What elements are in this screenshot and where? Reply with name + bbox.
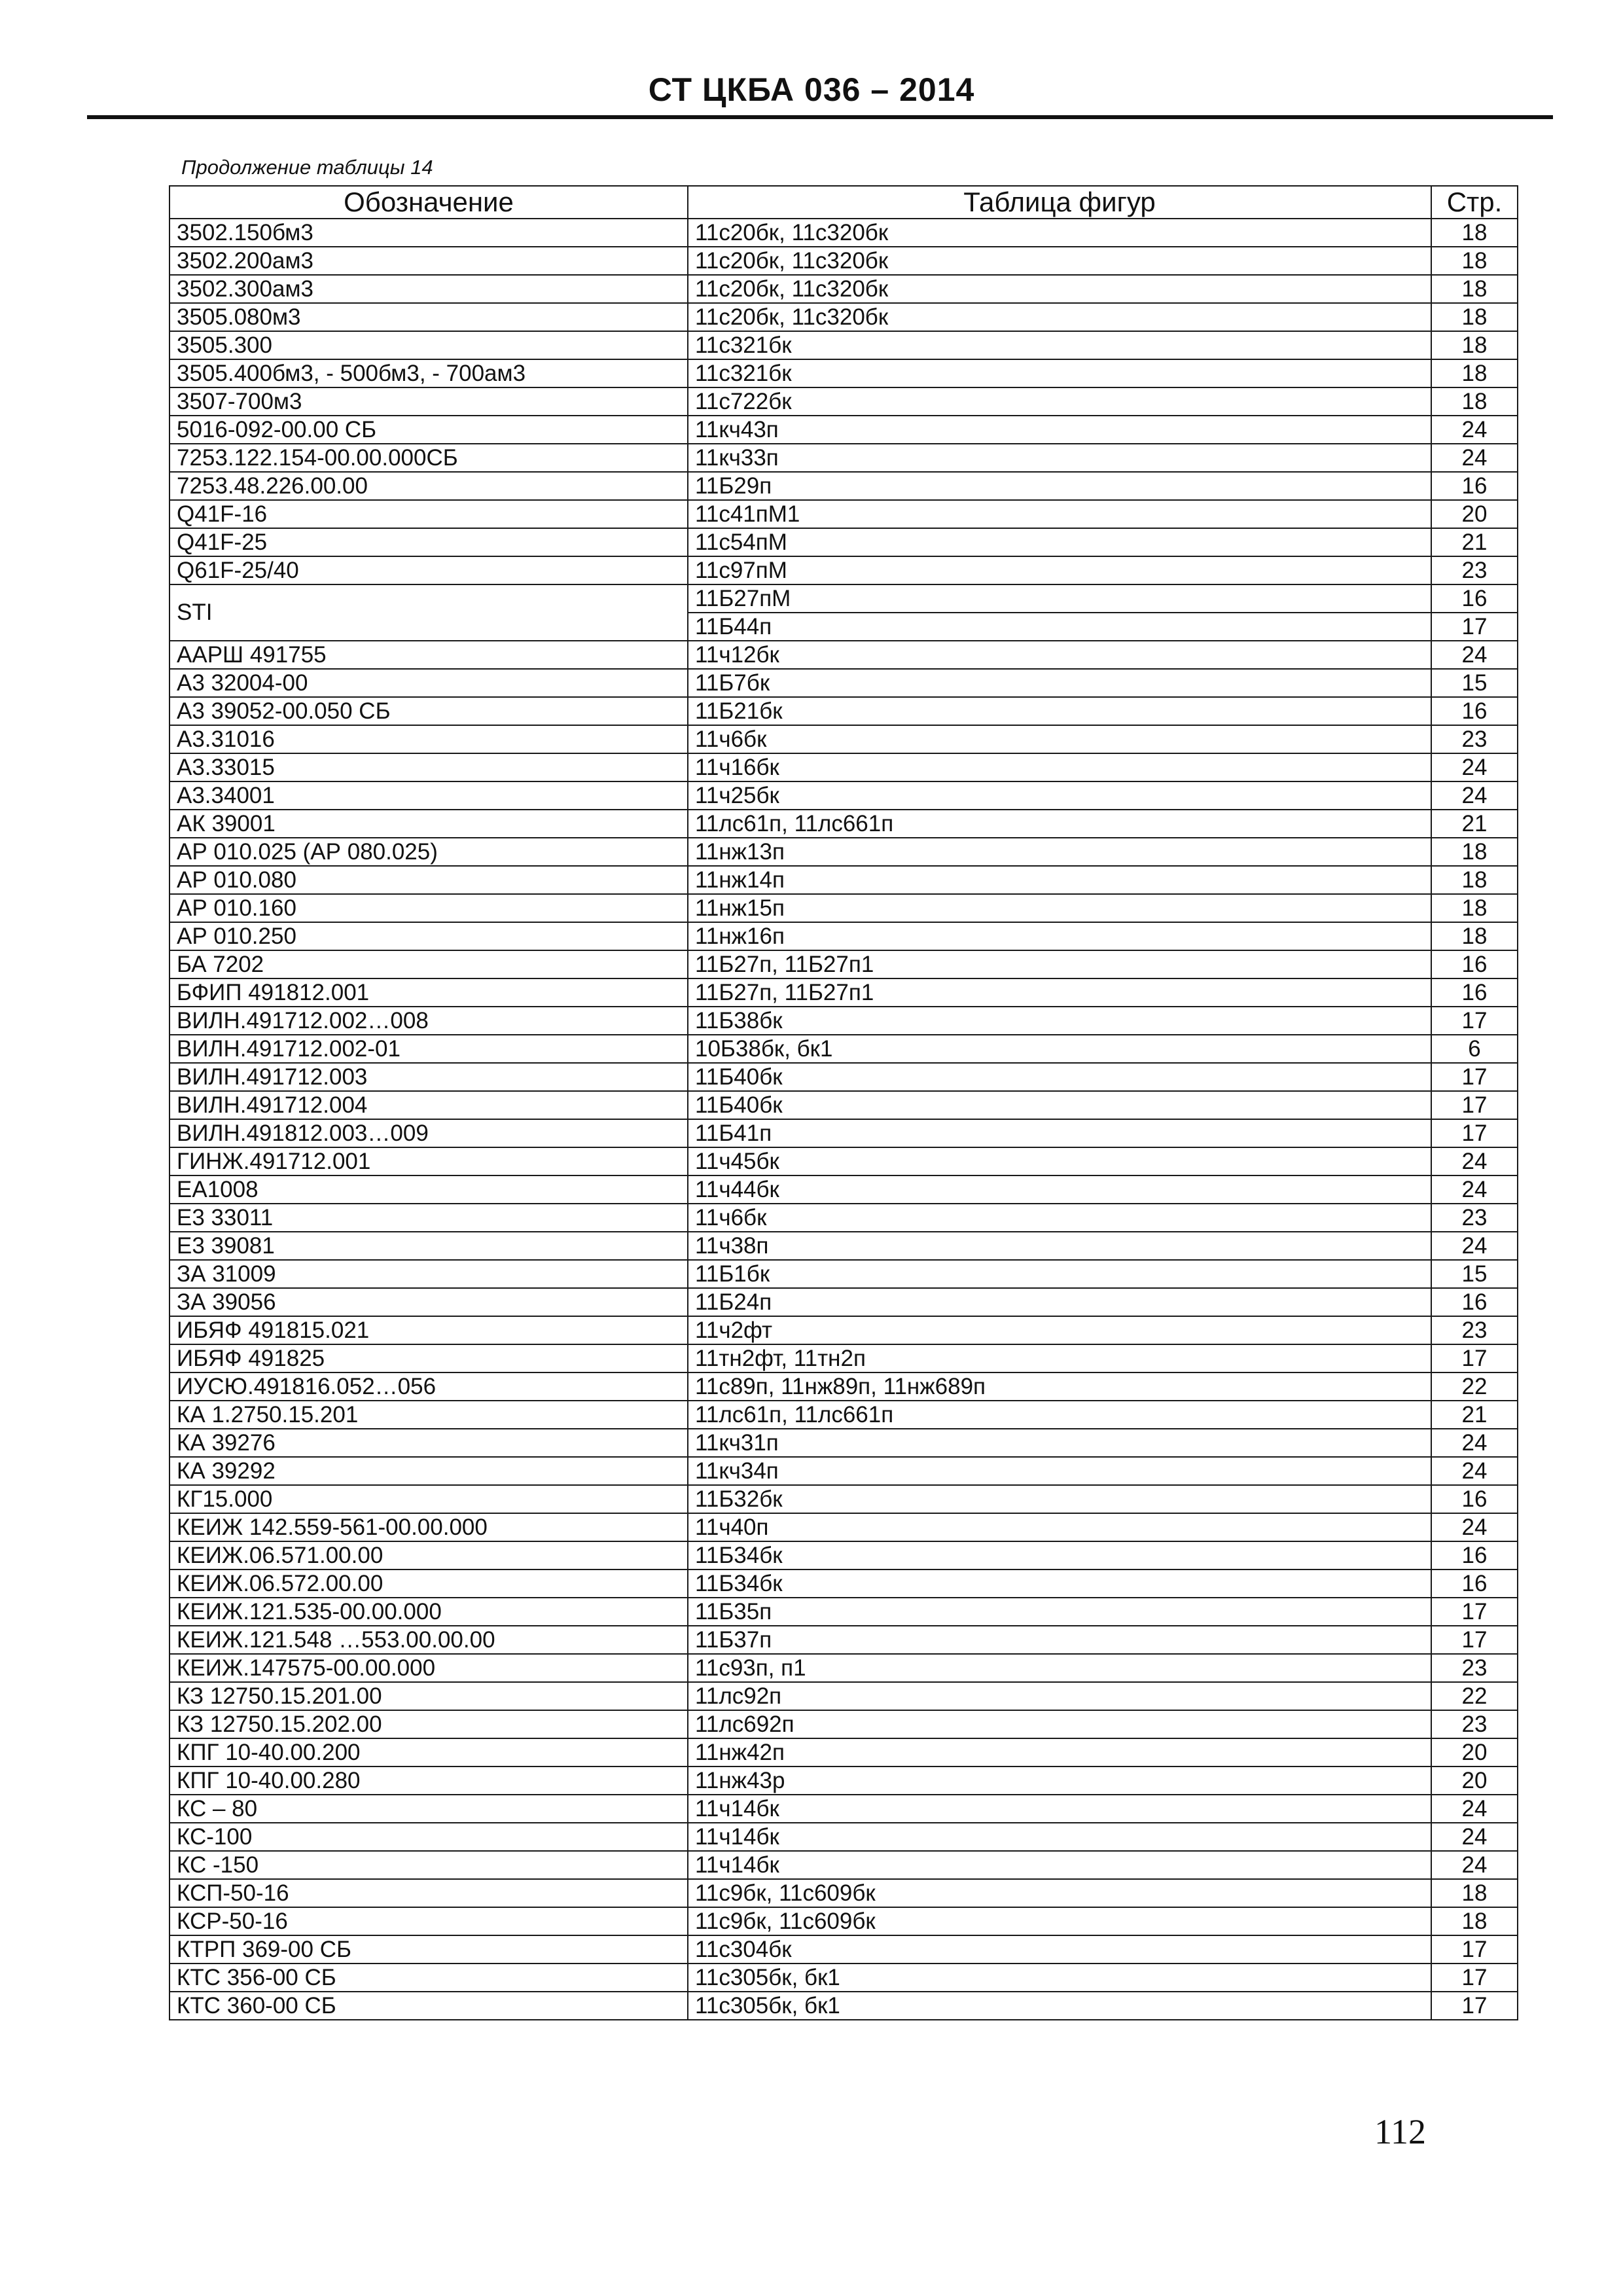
cell-figures: 11с89п, 11нж89п, 11нж689п: [688, 1372, 1431, 1401]
table-row: [169, 697, 1518, 725]
cell-designation: КПГ 10-40.00.200: [169, 1738, 688, 1767]
cell-figures: 11ч14бк: [688, 1823, 1431, 1851]
cell-designation: ЕА1008: [169, 1175, 688, 1204]
cell-figures: 11Б41п: [688, 1119, 1431, 1147]
table-row: [169, 1907, 1518, 1935]
cell-page: 16: [1431, 1288, 1518, 1316]
cell-figures: 11с305бк, бк1: [688, 1992, 1431, 2020]
cell-page: 16: [1431, 472, 1518, 500]
cell-page: 24: [1431, 641, 1518, 669]
cell-page: 18: [1431, 866, 1518, 894]
cell-designation: Q41F-16: [169, 500, 688, 528]
cell-figures: 11ч14бк: [688, 1795, 1431, 1823]
index-table: [169, 185, 1518, 2020]
cell-designation: КЕИЖ.121.535-00.00.000: [169, 1598, 688, 1626]
cell-page: 17: [1431, 1091, 1518, 1119]
cell-figures: 11с97пМ: [688, 556, 1431, 584]
cell-page: 6: [1431, 1035, 1518, 1063]
table-row: [169, 1682, 1518, 1710]
cell-figures: 11лс61п, 11лс661п: [688, 1401, 1431, 1429]
cell-designation: КТС 356-00 СБ: [169, 1964, 688, 1992]
cell-page: 16: [1431, 978, 1518, 1007]
table-row: [169, 1429, 1518, 1457]
cell-page: 24: [1431, 1232, 1518, 1260]
cell-figures: 11Б34бк: [688, 1570, 1431, 1598]
table-row: [169, 1626, 1518, 1654]
cell-page: 17: [1431, 1119, 1518, 1147]
table-row: [169, 1992, 1518, 2020]
cell-designation: КС – 80: [169, 1795, 688, 1823]
cell-designation: КЕИЖ.147575-00.00.000: [169, 1654, 688, 1682]
cell-designation: КСП-50-16: [169, 1879, 688, 1907]
cell-page: 17: [1431, 1344, 1518, 1372]
cell-designation: ИБЯФ 491825: [169, 1344, 688, 1372]
cell-designation: 3502.200ам3: [169, 247, 688, 275]
cell-figures: 11тн2фт, 11тн2п: [688, 1344, 1431, 1372]
cell-page: 24: [1431, 416, 1518, 444]
cell-figures: 11ч38п: [688, 1232, 1431, 1260]
table-row: [169, 1710, 1518, 1738]
header-rule: [87, 115, 1553, 119]
cell-designation: КСР-50-16: [169, 1907, 688, 1935]
cell-figures: 11нж13п: [688, 838, 1431, 866]
cell-page: 18: [1431, 838, 1518, 866]
cell-page: 20: [1431, 500, 1518, 528]
cell-designation: КТС 360-00 СБ: [169, 1992, 688, 2020]
cell-figures: 11лс92п: [688, 1682, 1431, 1710]
table-row: [169, 1964, 1518, 1992]
cell-designation: Е3 33011: [169, 1204, 688, 1232]
cell-designation: Q41F-25: [169, 528, 688, 556]
column-header-designation: Обозначение: [169, 186, 688, 219]
cell-page: 24: [1431, 1429, 1518, 1457]
cell-page: 18: [1431, 1907, 1518, 1935]
table-row: [169, 472, 1518, 500]
cell-page: 24: [1431, 1175, 1518, 1204]
cell-page: 18: [1431, 387, 1518, 416]
cell-figures: 11с20бк, 11с320бк: [688, 275, 1431, 303]
cell-designation: АК 39001: [169, 810, 688, 838]
cell-page: 17: [1431, 1964, 1518, 1992]
cell-figures: 11кч43п: [688, 416, 1431, 444]
cell-designation: КС-100: [169, 1823, 688, 1851]
table-row: [169, 528, 1518, 556]
cell-figures: 11с321бк: [688, 331, 1431, 359]
cell-figures: 11ч40п: [688, 1513, 1431, 1541]
column-header-page: Стр.: [1431, 186, 1518, 219]
cell-figures: 11ч14бк: [688, 1851, 1431, 1879]
table-row: [169, 303, 1518, 331]
cell-designation: АР 010.025 (АР 080.025): [169, 838, 688, 866]
cell-page: 24: [1431, 781, 1518, 810]
page-number: 112: [1374, 2112, 1426, 2151]
cell-figures: 10Б38бк, бк1: [688, 1035, 1431, 1063]
table-row: [169, 1935, 1518, 1964]
cell-figures: 11нж43р: [688, 1767, 1431, 1795]
cell-designation: КТРП 369-00 СБ: [169, 1935, 688, 1964]
table-header-row: [169, 186, 1518, 219]
cell-figures: 11ч6бк: [688, 725, 1431, 753]
cell-designation: 3505.080м3: [169, 303, 688, 331]
table-row: [169, 1035, 1518, 1063]
cell-figures: 11Б24п: [688, 1288, 1431, 1316]
table-row: [169, 556, 1518, 584]
cell-figures: 11Б32бк: [688, 1485, 1431, 1513]
table-row: [169, 1738, 1518, 1767]
table-row: [169, 1823, 1518, 1851]
table-row: [169, 810, 1518, 838]
cell-designation: КА 39276: [169, 1429, 688, 1457]
table-row: [169, 1598, 1518, 1626]
table-row: [169, 1063, 1518, 1091]
cell-page: 23: [1431, 1204, 1518, 1232]
cell-page: 15: [1431, 669, 1518, 697]
cell-figures: 11Б40бк: [688, 1063, 1431, 1091]
cell-designation: АР 010.250: [169, 922, 688, 950]
table-row: [169, 1795, 1518, 1823]
cell-designation: ЗА 31009: [169, 1260, 688, 1288]
cell-designation: 3507-700м3: [169, 387, 688, 416]
cell-designation: ААРШ 491755: [169, 641, 688, 669]
table-row: [169, 1570, 1518, 1598]
cell-designation: 7253.122.154-00.00.000СБ: [169, 444, 688, 472]
cell-figures: 11Б34бк: [688, 1541, 1431, 1570]
cell-figures: 11Б1бк: [688, 1260, 1431, 1288]
table-row: [169, 1513, 1518, 1541]
table-row: [169, 1204, 1518, 1232]
table-row: [169, 247, 1518, 275]
cell-designation: ВИЛН.491812.003…009: [169, 1119, 688, 1147]
cell-designation: 3505.400бм3, - 500бм3, - 700ам3: [169, 359, 688, 387]
cell-page: 18: [1431, 1879, 1518, 1907]
cell-designation: ВИЛН.491712.003: [169, 1063, 688, 1091]
table-row: [169, 1851, 1518, 1879]
cell-figures: 11ч25бк: [688, 781, 1431, 810]
cell-page: 21: [1431, 810, 1518, 838]
table-row: [169, 1654, 1518, 1682]
cell-page: 23: [1431, 725, 1518, 753]
cell-figures: 11Б38бк: [688, 1007, 1431, 1035]
table-row: [169, 584, 1518, 613]
cell-page: 16: [1431, 1485, 1518, 1513]
cell-page: 24: [1431, 1823, 1518, 1851]
cell-figures: 11ч12бк: [688, 641, 1431, 669]
cell-page: 24: [1431, 753, 1518, 781]
cell-page: 24: [1431, 444, 1518, 472]
table-row: [169, 894, 1518, 922]
cell-figures: 11Б21бк: [688, 697, 1431, 725]
cell-designation: А3 39052-00.050 СБ: [169, 697, 688, 725]
table-row: [169, 1372, 1518, 1401]
cell-figures: 11с54пМ: [688, 528, 1431, 556]
table-row: [169, 950, 1518, 978]
table-row: [169, 359, 1518, 387]
table-row: [169, 275, 1518, 303]
table-row: [169, 387, 1518, 416]
cell-figures: 11с20бк, 11с320бк: [688, 219, 1431, 247]
cell-designation: ИУСЮ.491816.052…056: [169, 1372, 688, 1401]
cell-designation: STI: [169, 584, 688, 641]
cell-designation: КЕИЖ 142.559-561-00.00.000: [169, 1513, 688, 1541]
cell-figures: 11Б29п: [688, 472, 1431, 500]
table-row: [169, 500, 1518, 528]
cell-designation: 7253.48.226.00.00: [169, 472, 688, 500]
table-row: [169, 1879, 1518, 1907]
cell-designation: КА 1.2750.15.201: [169, 1401, 688, 1429]
cell-figures: 11Б27п, 11Б27п1: [688, 978, 1431, 1007]
cell-page: 18: [1431, 922, 1518, 950]
table-row: [169, 1316, 1518, 1344]
cell-designation: КС -150: [169, 1851, 688, 1879]
cell-designation: КА 39292: [169, 1457, 688, 1485]
cell-page: 18: [1431, 359, 1518, 387]
cell-figures: 11ч2фт: [688, 1316, 1431, 1344]
table-row: [169, 331, 1518, 359]
table-row: [169, 1119, 1518, 1147]
cell-designation: КЕИЖ.06.572.00.00: [169, 1570, 688, 1598]
cell-figures: 11нж16п: [688, 922, 1431, 950]
table-row: [169, 725, 1518, 753]
cell-designation: ВИЛН.491712.002…008: [169, 1007, 688, 1035]
table-row: [169, 1767, 1518, 1795]
table-row: [169, 1007, 1518, 1035]
cell-figures: 11ч16бк: [688, 753, 1431, 781]
cell-figures: 11ч45бк: [688, 1147, 1431, 1175]
cell-figures: 11с9бк, 11с609бк: [688, 1879, 1431, 1907]
cell-page: 18: [1431, 275, 1518, 303]
table-row: [169, 1401, 1518, 1429]
cell-page: 23: [1431, 1316, 1518, 1344]
cell-designation: 3502.300ам3: [169, 275, 688, 303]
cell-designation: 5016-092-00.00 СБ: [169, 416, 688, 444]
cell-page: 18: [1431, 247, 1518, 275]
table-row: [169, 1288, 1518, 1316]
cell-page: 17: [1431, 1063, 1518, 1091]
cell-designation: БА 7202: [169, 950, 688, 978]
cell-figures: 11нж14п: [688, 866, 1431, 894]
table-row: [169, 444, 1518, 472]
table-body: [169, 219, 1518, 2020]
cell-figures: 11с304бк: [688, 1935, 1431, 1964]
cell-designation: КГ15.000: [169, 1485, 688, 1513]
cell-figures: 11кч33п: [688, 444, 1431, 472]
cell-page: 24: [1431, 1513, 1518, 1541]
cell-designation: АР 010.080: [169, 866, 688, 894]
table-row: [169, 1232, 1518, 1260]
cell-designation: КЗ 12750.15.201.00: [169, 1682, 688, 1710]
cell-figures: 11Б27п, 11Б27п1: [688, 950, 1431, 978]
cell-page: 23: [1431, 1654, 1518, 1682]
cell-designation: АР 010.160: [169, 894, 688, 922]
cell-page: 23: [1431, 556, 1518, 584]
column-header-figures: Таблица фигур: [688, 186, 1431, 219]
cell-page: 16: [1431, 697, 1518, 725]
table-row: [169, 1344, 1518, 1372]
cell-figures: 11кч31п: [688, 1429, 1431, 1457]
cell-figures: 11с722бк: [688, 387, 1431, 416]
cell-designation: ГИНЖ.491712.001: [169, 1147, 688, 1175]
cell-designation: КЕИЖ.121.548 …553.00.00.00: [169, 1626, 688, 1654]
cell-page: 17: [1431, 1935, 1518, 1964]
cell-figures: 11с20бк, 11с320бк: [688, 303, 1431, 331]
cell-designation: 3505.300: [169, 331, 688, 359]
cell-designation: КПГ 10-40.00.280: [169, 1767, 688, 1795]
cell-page: 18: [1431, 219, 1518, 247]
cell-figures: 11Б35п: [688, 1598, 1431, 1626]
cell-figures: 11нж15п: [688, 894, 1431, 922]
table-row: [169, 1541, 1518, 1570]
cell-page: 18: [1431, 331, 1518, 359]
table-row: [169, 866, 1518, 894]
cell-page: 22: [1431, 1372, 1518, 1401]
cell-page: 16: [1431, 1541, 1518, 1570]
cell-designation: ИБЯФ 491815.021: [169, 1316, 688, 1344]
cell-figures: 11Б7бк: [688, 669, 1431, 697]
cell-page: 21: [1431, 528, 1518, 556]
table-row: [169, 1457, 1518, 1485]
table-row: [169, 1147, 1518, 1175]
cell-designation: А3.31016: [169, 725, 688, 753]
cell-designation: КЕИЖ.06.571.00.00: [169, 1541, 688, 1570]
cell-designation: А3 32004-00: [169, 669, 688, 697]
cell-page: 18: [1431, 303, 1518, 331]
cell-figures: 11Б37п: [688, 1626, 1431, 1654]
table-row: [169, 922, 1518, 950]
cell-page: 17: [1431, 1626, 1518, 1654]
cell-page: 16: [1431, 1570, 1518, 1598]
cell-designation: 3502.150бм3: [169, 219, 688, 247]
table-row: [169, 669, 1518, 697]
cell-page: 16: [1431, 950, 1518, 978]
cell-figures: 11нж42п: [688, 1738, 1431, 1767]
cell-page: 24: [1431, 1795, 1518, 1823]
cell-page: 17: [1431, 613, 1518, 641]
cell-figures: 11ч6бк: [688, 1204, 1431, 1232]
cell-figures: 11ч44бк: [688, 1175, 1431, 1204]
cell-page: 20: [1431, 1738, 1518, 1767]
cell-figures: 11с321бк: [688, 359, 1431, 387]
cell-page: 16: [1431, 584, 1518, 613]
cell-figures: 11с20бк, 11с320бк: [688, 247, 1431, 275]
table-caption: Продолжение таблицы 14: [181, 156, 433, 179]
table-row: [169, 753, 1518, 781]
cell-designation: А3.33015: [169, 753, 688, 781]
table-row: [169, 1260, 1518, 1288]
table-row: [169, 416, 1518, 444]
cell-designation: А3.34001: [169, 781, 688, 810]
cell-figures: 11с9бк, 11с609бк: [688, 1907, 1431, 1935]
cell-figures: 11с93п, п1: [688, 1654, 1431, 1682]
cell-figures: 11Б40бк: [688, 1091, 1431, 1119]
cell-figures: 11лс61п, 11лс661п: [688, 810, 1431, 838]
cell-page: 24: [1431, 1147, 1518, 1175]
table-row: [169, 838, 1518, 866]
cell-designation: ВИЛН.491712.002-01: [169, 1035, 688, 1063]
cell-page: 17: [1431, 1992, 1518, 2020]
cell-page: 17: [1431, 1598, 1518, 1626]
cell-designation: КЗ 12750.15.202.00: [169, 1710, 688, 1738]
cell-page: 24: [1431, 1457, 1518, 1485]
cell-figures: 11с305бк, бк1: [688, 1964, 1431, 1992]
table-row: [169, 1175, 1518, 1204]
cell-figures: 11кч34п: [688, 1457, 1431, 1485]
cell-designation: Q61F-25/40: [169, 556, 688, 584]
cell-page: 22: [1431, 1682, 1518, 1710]
table-row: [169, 219, 1518, 247]
cell-designation: БФИП 491812.001: [169, 978, 688, 1007]
cell-figures: 11Б44п: [688, 613, 1431, 641]
cell-figures: 11Б27пМ: [688, 584, 1431, 613]
cell-designation: Е3 39081: [169, 1232, 688, 1260]
cell-figures: 11лс692п: [688, 1710, 1431, 1738]
document-header-title: СТ ЦКБА 036 – 2014: [648, 71, 975, 108]
cell-page: 21: [1431, 1401, 1518, 1429]
cell-page: 18: [1431, 894, 1518, 922]
table-row: [169, 781, 1518, 810]
cell-figures: 11с41пМ1: [688, 500, 1431, 528]
cell-page: 20: [1431, 1767, 1518, 1795]
cell-designation: ВИЛН.491712.004: [169, 1091, 688, 1119]
cell-designation: ЗА 39056: [169, 1288, 688, 1316]
table-row: [169, 641, 1518, 669]
table-row: [169, 1091, 1518, 1119]
cell-page: 17: [1431, 1007, 1518, 1035]
table-row: [169, 1485, 1518, 1513]
table-row: [169, 978, 1518, 1007]
cell-page: 15: [1431, 1260, 1518, 1288]
cell-page: 24: [1431, 1851, 1518, 1879]
cell-page: 23: [1431, 1710, 1518, 1738]
